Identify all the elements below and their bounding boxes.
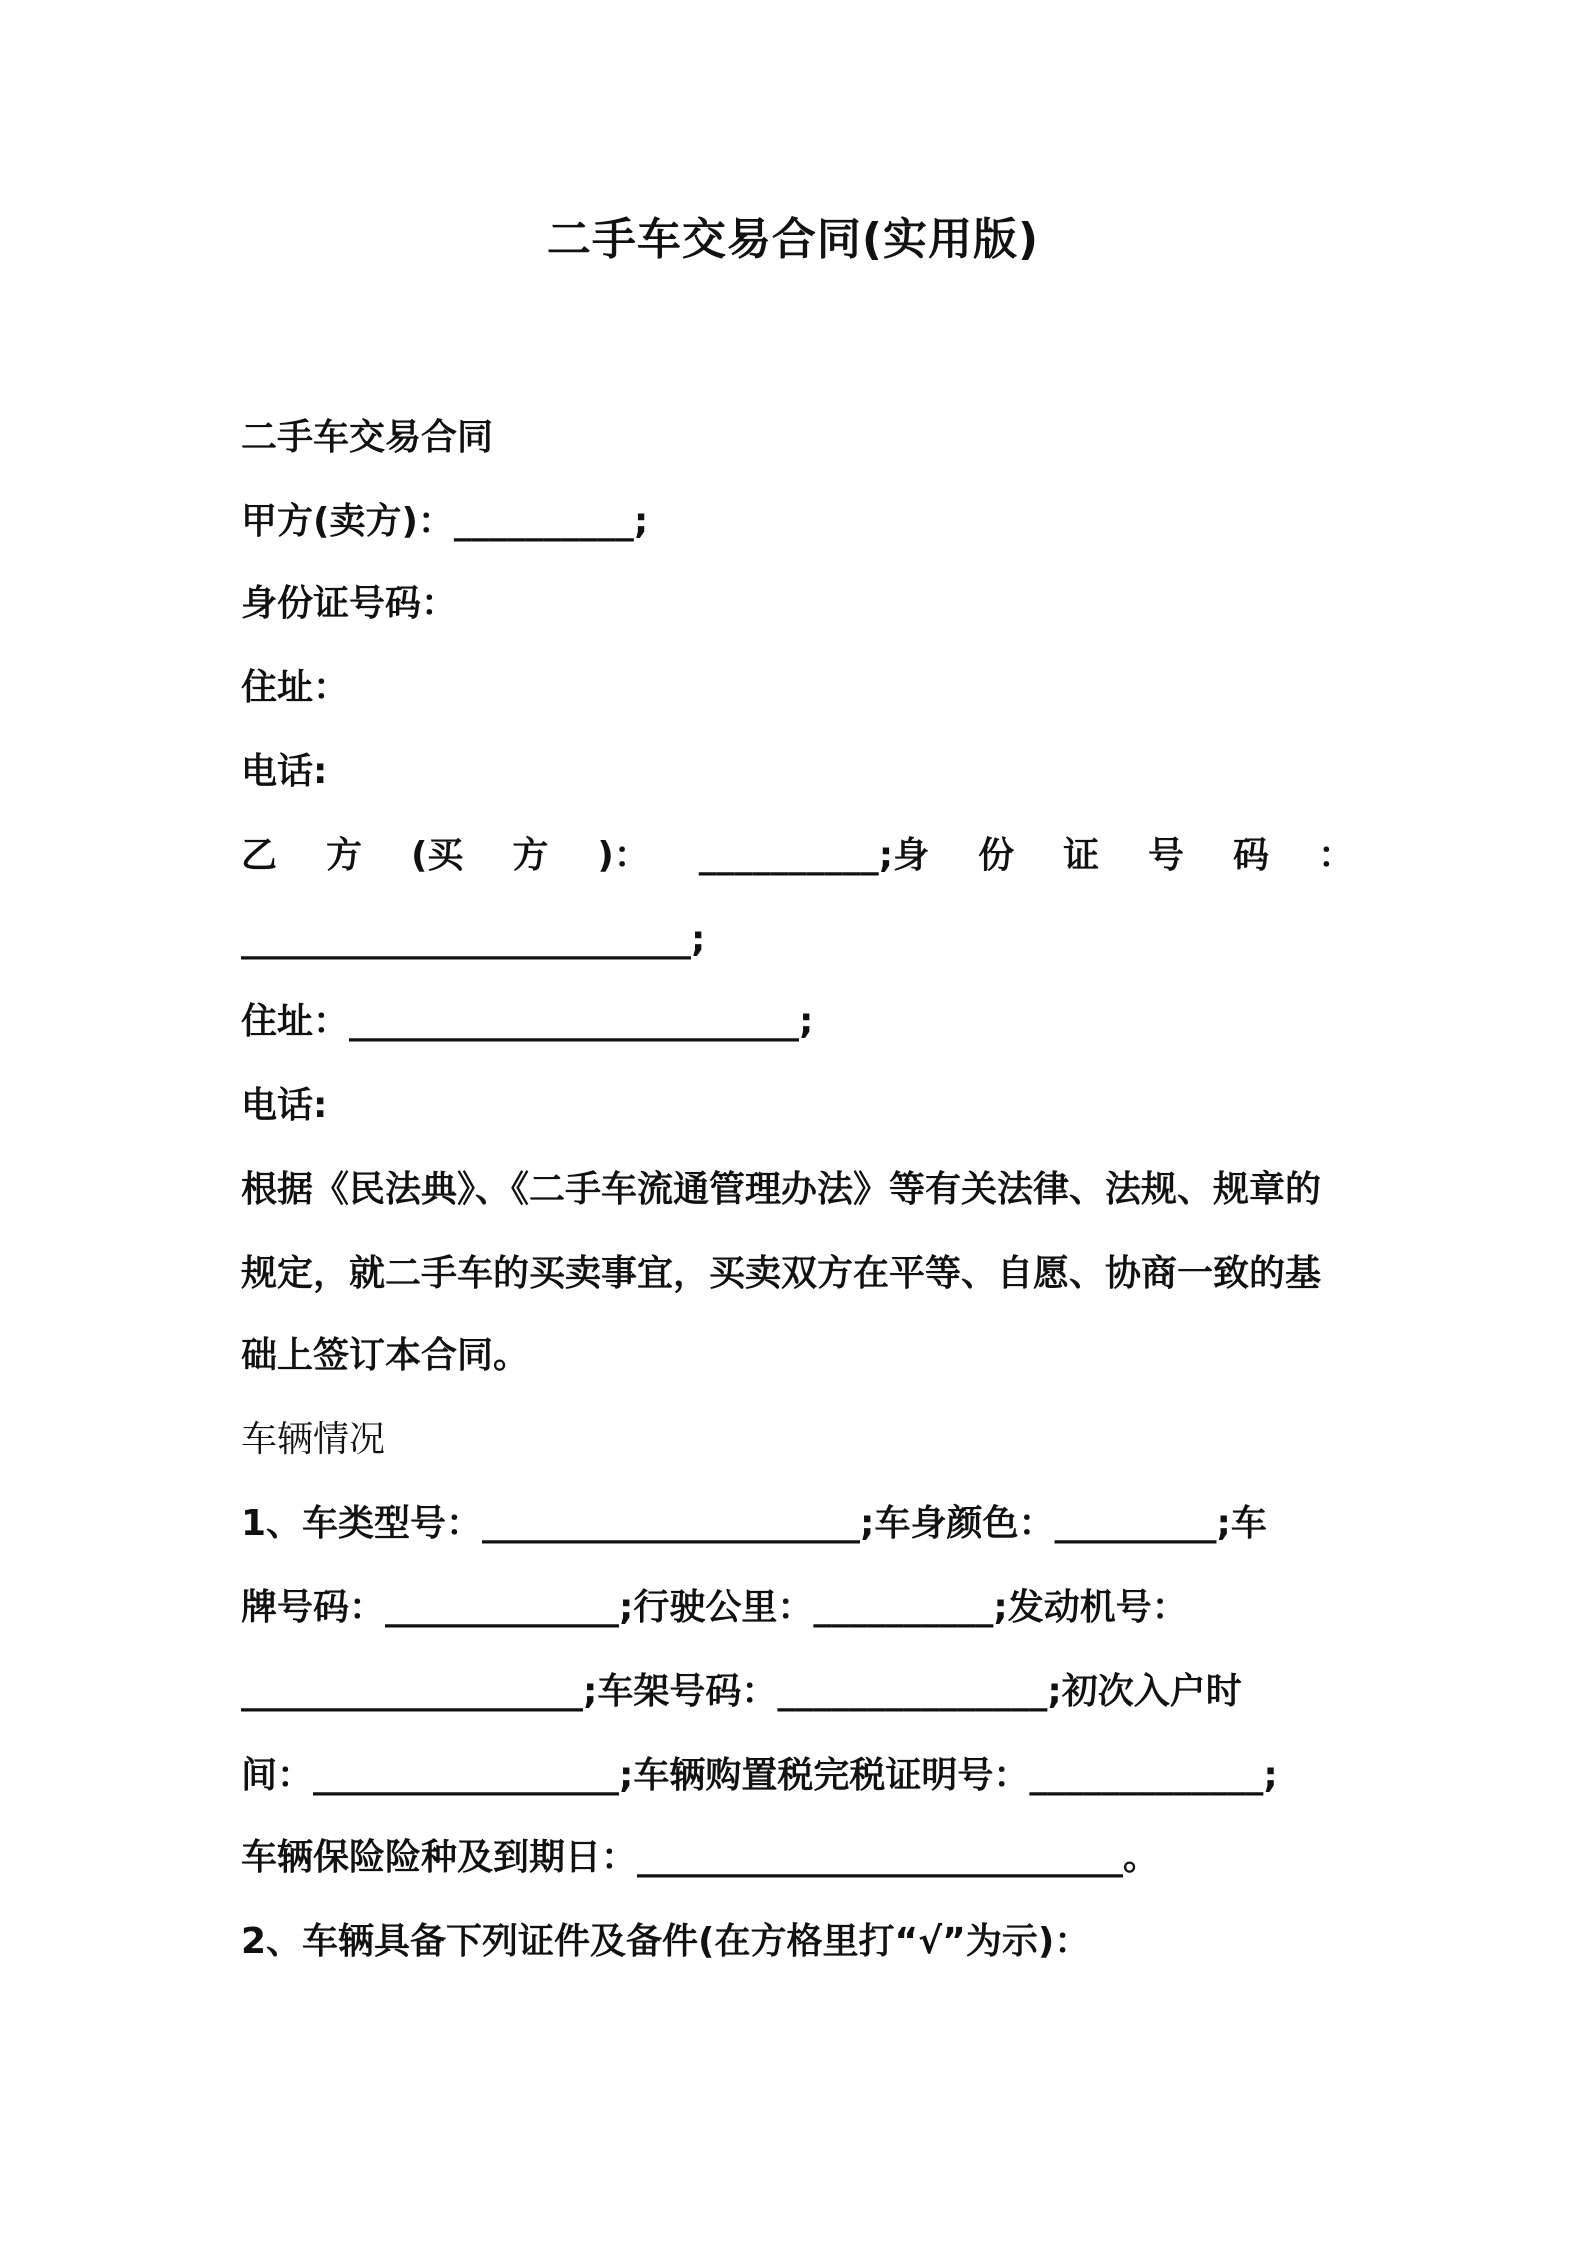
vehicle-line-5: 车辆保险险种及到期日：___________________________。 <box>241 1837 1160 1878</box>
seller-id-line: 身份证号码： <box>241 583 458 624</box>
buyer-id-line: _________________________; <box>241 919 706 960</box>
vehicle-line-4: 间：_________________;车辆购置税完税证明号：_____________; <box>241 1755 1278 1796</box>
seller-phone-line: 电话: <box>241 751 328 792</box>
vehicle-line-2: 牌号码：_____________;行驶公里：__________;发动机号： <box>241 1587 1188 1628</box>
preamble-line-1: 根据《民法典》、《二手车流通管理办法》等有关法律、法规、规章的 <box>241 1169 1322 1210</box>
vehicle-line-1: 1、车类型号：_____________________;车身颜色：_________;车 <box>241 1503 1267 1544</box>
buyer-address-line: 住址：_________________________; <box>241 1001 814 1042</box>
buyer-phone-line: 电话: <box>241 1085 328 1126</box>
buyer-line: 乙 方 (买 方 )： __________;身 份 证 号 码 ： <box>241 835 1354 876</box>
documents-line: 2、车辆具备下列证件及备件(在方格里打“√”为示)： <box>241 1921 1091 1962</box>
preamble-line-3: 础上签订本合同。 <box>241 1335 530 1376</box>
document-title: 二手车交易合同(实用版) <box>546 214 1040 265</box>
seller-address-line: 住址： <box>241 667 350 708</box>
preamble-line-2: 规定，就二手车的买卖事宜，买卖双方在平等、自愿、协商一致的基 <box>241 1253 1322 1294</box>
vehicle-line-3: ___________________;车架号码：_______________;初次入户时 <box>241 1671 1242 1712</box>
contract-heading: 二手车交易合同 <box>241 417 494 458</box>
seller-line: 甲方(卖方)：__________; <box>241 501 649 542</box>
vehicle-section-heading: 车辆情况 <box>241 1419 386 1460</box>
